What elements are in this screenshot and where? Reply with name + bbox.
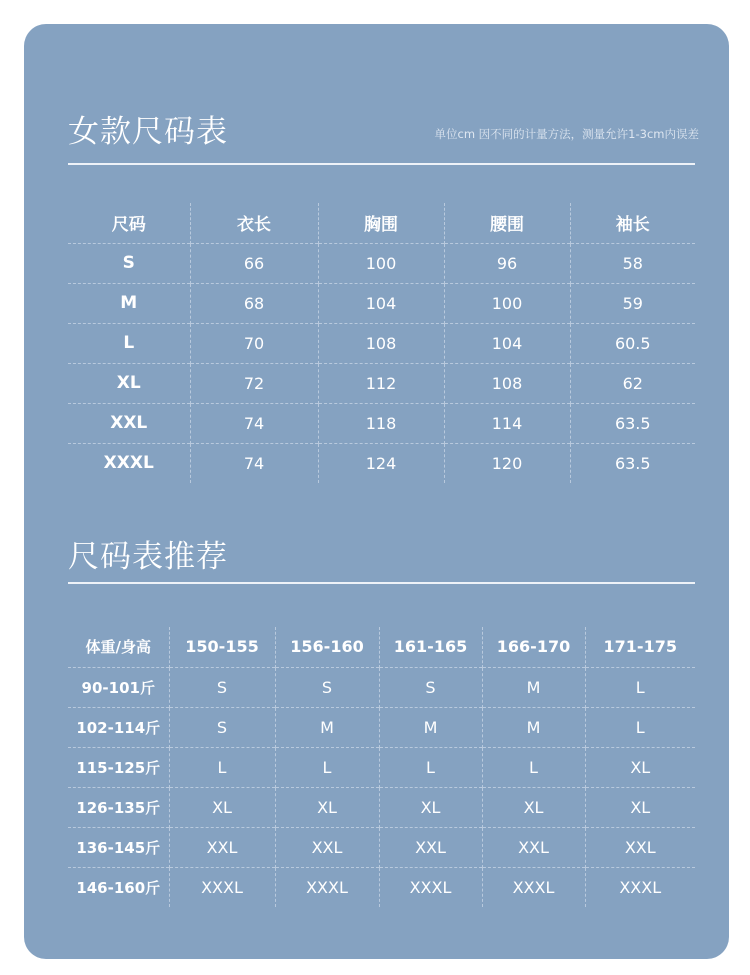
table-cell: L [379,747,482,787]
table-cell: L [275,747,379,787]
women-size-chart-title: 女款尺码表 [68,114,228,150]
table-cell: L [482,747,585,787]
table-row [68,403,695,443]
title-divider [68,582,695,584]
table-cell: S [169,707,275,747]
table-cell: 70 [190,323,318,363]
header-cell-size: 尺码 [111,215,146,236]
table-cell: XXL [275,827,379,867]
table-cell: 112 [318,363,444,403]
size-cell: XXXL [68,443,190,483]
table-cell: M [482,667,585,707]
size-recommendation-title: 尺码表推荐 [68,539,228,575]
table-cell: 118 [318,403,444,443]
table-cell: M [275,707,379,747]
table-cell: 66 [190,243,318,283]
table-cell: XL [379,787,482,827]
size-recommendation-table [68,627,695,907]
table-row [68,443,695,483]
table-cell: 60.5 [570,323,695,363]
table-row [68,283,695,323]
table-cell: M [379,707,482,747]
size-cell: XXL [68,403,190,443]
size-cell: L [68,323,190,363]
size-cell: XL [68,363,190,403]
header-cell-length: 衣长 [190,203,318,243]
table-cell: S [379,667,482,707]
table-cell: 100 [318,243,444,283]
table-row [68,867,695,907]
weight-cell: 90-101斤 [68,667,169,707]
table-cell: S [275,667,379,707]
table-cell: 96 [444,243,570,283]
table-cell: 63.5 [570,403,695,443]
title-divider [68,163,695,165]
table-cell: S [169,667,275,707]
table-cell: XXXL [169,867,275,907]
table-cell: XXXL [585,867,695,907]
table-row [68,323,695,363]
table-row [68,707,695,747]
header-cell-chest: 胸围 [318,203,444,243]
size-cell: S [68,243,190,283]
table-row [68,747,695,787]
table-cell: 59 [570,283,695,323]
table-header-row [68,203,695,243]
table-cell: 63.5 [570,443,695,483]
size-cell: M [68,283,190,323]
table-cell: 72 [190,363,318,403]
table-row [68,363,695,403]
weight-cell: 136-145斤 [68,827,169,867]
women-size-table [68,203,695,483]
table-cell: 74 [190,443,318,483]
table-cell: M [482,707,585,747]
table-cell: XXL [169,827,275,867]
table-cell: XXXL [275,867,379,907]
weight-cell: 146-160斤 [68,867,169,907]
header-cell-height-range: 166-170 [482,627,585,667]
header-cell-weight-height: 体重/身高 [85,638,151,657]
table-cell: XL [585,787,695,827]
table-cell: XL [169,787,275,827]
table-row [68,827,695,867]
table-cell: XL [275,787,379,827]
table-cell: 74 [190,403,318,443]
measurement-note: 单位cm 因不同的计量方法，测量允许1-3cm内误差 [434,127,699,141]
header-cell-waist: 腰围 [444,203,570,243]
table-cell: XXXL [482,867,585,907]
table-cell: 104 [318,283,444,323]
table-row [68,243,695,283]
weight-cell: 102-114斤 [68,707,169,747]
table-cell: XXL [482,827,585,867]
header-cell-height-range: 150-155 [169,627,275,667]
table-row [68,667,695,707]
table-cell: 58 [570,243,695,283]
table-cell: 68 [190,283,318,323]
table-cell: 104 [444,323,570,363]
weight-cell: 115-125斤 [68,747,169,787]
table-cell: XXL [585,827,695,867]
table-cell: 120 [444,443,570,483]
table-cell: 108 [444,363,570,403]
table-cell: 114 [444,403,570,443]
weight-cell: 126-135斤 [68,787,169,827]
table-row [68,787,695,827]
table-header-row [68,627,695,667]
header-cell-height-range: 156-160 [275,627,379,667]
table-cell: XL [482,787,585,827]
header-cell-height-range: 171-175 [585,627,695,667]
table-cell: 108 [318,323,444,363]
size-chart-card [24,24,729,959]
table-cell: XL [585,747,695,787]
table-cell: 62 [570,363,695,403]
header-cell-height-range: 161-165 [379,627,482,667]
table-cell: L [585,707,695,747]
header-cell-sleeve: 袖长 [570,203,695,243]
table-cell: 100 [444,283,570,323]
table-cell: L [585,667,695,707]
table-cell: L [169,747,275,787]
table-cell: 124 [318,443,444,483]
table-cell: XXXL [379,867,482,907]
table-cell: XXL [379,827,482,867]
